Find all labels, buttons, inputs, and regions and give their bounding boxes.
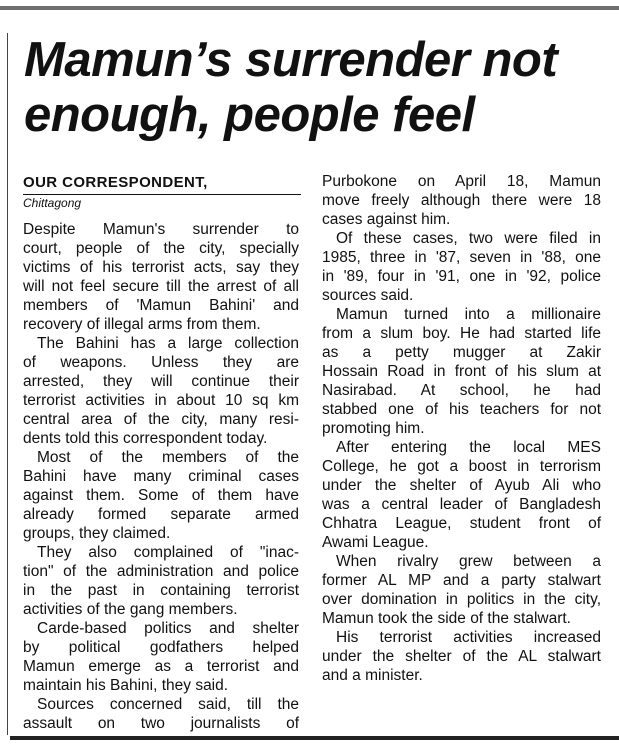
right-line-11: Hossain Road in front of his slum at — [322, 363, 601, 380]
left-line-27: assault on two journalists of — [23, 715, 299, 732]
left-line-21: activities of the gang members. — [23, 601, 238, 618]
headline-line-1: Mamun’s surrender not — [24, 33, 558, 87]
right-line-9: from a slum boy. He had started life — [322, 325, 601, 342]
left-line-2: court, people of the city, specially — [23, 240, 299, 257]
right-line-4: Of these cases, two were filed in — [336, 230, 601, 247]
left-line-5: members of 'Mamun Bahini' and — [23, 297, 299, 314]
left-line-25: maintain his Bahini, they said. — [23, 677, 229, 694]
right-line-17: under the shelter of Ayub Ali who — [322, 477, 601, 494]
left-line-20: in the past in containing terrorist — [23, 582, 299, 599]
right-line-23: over domination in politics in the city, — [322, 591, 601, 608]
top-border-rule — [0, 6, 619, 10]
right-line-22: former AL MP and a party stalwart — [322, 572, 601, 589]
left-line-4: will not feel secure till the arrest of all — [23, 278, 299, 295]
left-line-7: The Bahini has a large collection — [37, 335, 299, 352]
left-line-18: They also complained of "inac- — [37, 544, 299, 561]
byline-place: Chittagong — [23, 196, 82, 210]
right-line-27: and a minister. — [322, 667, 423, 684]
right-line-25: His terrorist activities increased — [336, 629, 601, 646]
left-line-22: Carde-based politics and shelter — [37, 620, 299, 637]
right-line-5: 1985, three in '87, seven in '88, one — [322, 249, 601, 266]
left-line-1: Despite Mamun's surrender to — [23, 221, 299, 238]
left-line-26: Sources concerned said, till the — [37, 696, 299, 713]
headline — [24, 33, 609, 143]
right-line-6: in '89, four in '91, one in '92, police — [322, 268, 601, 285]
left-line-13: Most of the members of the — [37, 449, 299, 466]
right-line-14: promoting him. — [322, 420, 425, 437]
left-line-17: groups, they claimed. — [23, 525, 171, 542]
left-line-24: Mamun emerge as a terrorist and — [23, 658, 299, 675]
right-line-12: Nasirabad. At school, he had — [322, 382, 601, 399]
left-line-14: Bahini have many criminal cases — [23, 468, 299, 485]
left-line-9: arrested, they will continue their — [23, 373, 299, 390]
right-line-13: stabbed one of his teachers for not — [322, 401, 601, 418]
right-line-7: sources said. — [322, 287, 414, 304]
right-line-19: Chhatra League, student front of — [322, 515, 601, 532]
left-border-rule — [7, 33, 8, 735]
left-line-15: against them. Some of them have — [23, 487, 299, 504]
left-line-16: already formed separate armed — [23, 506, 299, 523]
bottom-border-rule — [10, 736, 619, 740]
right-line-16: College, he got a boost in terrorism — [322, 458, 601, 475]
right-line-8: Mamun turned into a millionaire — [336, 306, 601, 323]
right-line-21: When rivalry grew between a — [336, 553, 601, 570]
right-line-24: Mamun took the side of the stalwart. — [322, 610, 571, 627]
right-line-2: move freely although there were 18 — [322, 192, 601, 209]
left-line-12: dents told this correspondent today. — [23, 430, 268, 447]
byline-name: OUR CORRESPONDENT, — [23, 174, 208, 191]
left-line-10: terrorist activities in about 10 sq km — [23, 392, 299, 409]
left-line-23: by political godfathers helped — [23, 639, 299, 656]
left-line-8: of weapons. Unless they are — [23, 354, 299, 371]
left-line-3: victims of his terrorist acts, say they — [23, 259, 299, 276]
right-line-1: Purbokone on April 18, Mamun — [322, 173, 601, 190]
headline-line-2: enough, people feel — [24, 88, 475, 142]
byline — [23, 173, 301, 213]
left-line-11: central area of the city, many resi- — [23, 411, 299, 428]
right-line-18: was a central leader of Bangladesh — [322, 496, 601, 513]
right-line-20: Awami League. — [322, 534, 429, 551]
right-line-3: cases against him. — [322, 211, 451, 228]
left-line-6: recovery of illegal arms from them. — [23, 316, 261, 333]
right-line-26: under the shelter of the AL stalwart — [322, 648, 601, 665]
right-line-15: After entering the local MES — [336, 439, 601, 456]
right-line-10: as a petty mugger at Zakir — [322, 344, 601, 361]
left-line-19: tion" of the administration and police — [23, 563, 299, 580]
